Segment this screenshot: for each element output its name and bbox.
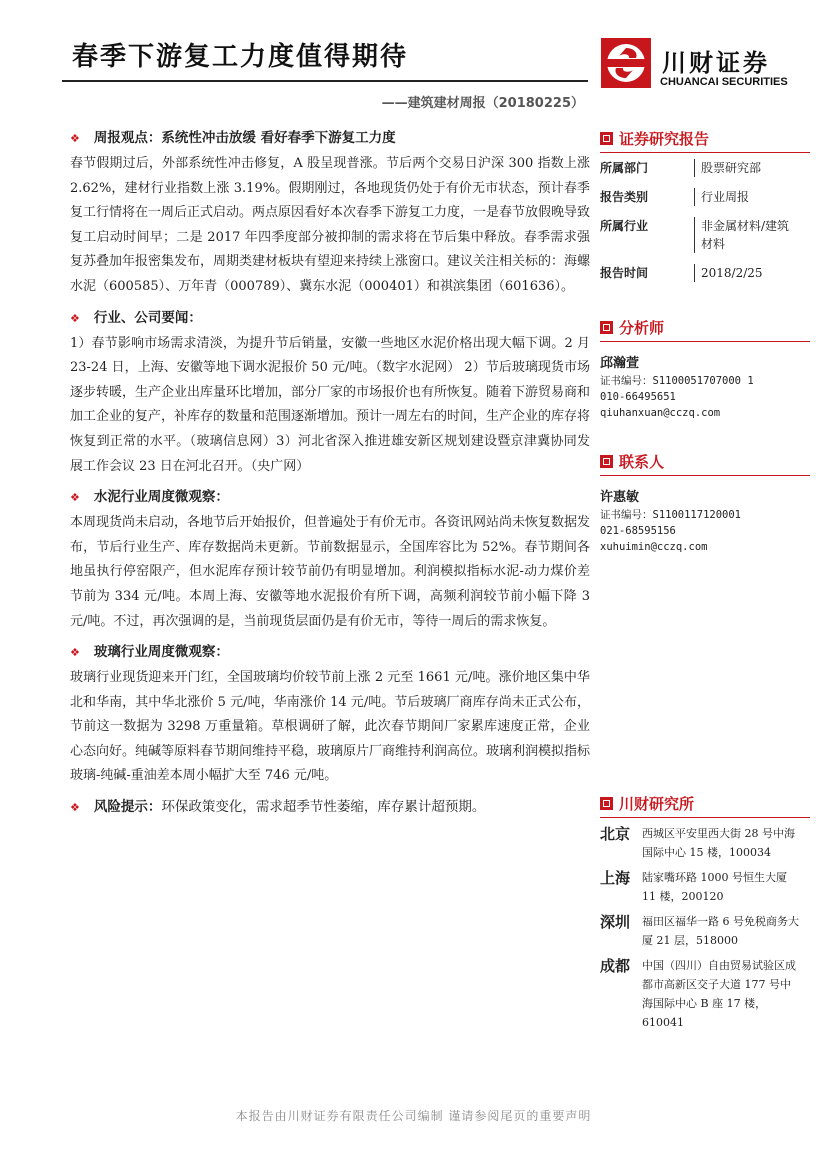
sidebar-divider	[600, 341, 810, 342]
diamond-bullet-icon: ❖	[70, 491, 80, 505]
section-paragraph: 本周现货尚未启动，各地节后开始报价，但普遍处于有价无市。各资讯网站尚未恢复数据发布，节后行业生产、库存数据尚未更新。节前数据显示，全国库容比为 52%。春节期间各地虽执行停窑限产，但水泥库存预计较节前仍有明显增加。利润模拟指标水泥-动力煤价差节前为 334 元/吨。本周上海、安徽等地水泥报价有所下调，高频利润较节前小幅下降 3 元/吨。不过，再次强调的是，当前现货层面仍是有价无市，等待一周后的需求恢复。	[70, 515, 591, 629]
analyst-cert: 证书编号：S1100051707000 1	[600, 375, 754, 387]
page-subtitle: ——建筑建材周报（20180225）	[381, 96, 584, 111]
section-heading: ❖ 水泥行业周度微观察：	[70, 489, 229, 506]
red-square-icon	[600, 455, 613, 468]
analyst-email[interactable]: qiuhanxuan@cczq.com	[600, 407, 721, 419]
sidebar	[600, 126, 800, 1038]
contact-name: 许惠敏	[600, 490, 640, 505]
contact-phone: 021-68595156	[600, 525, 676, 537]
section-paragraph: 玻璃行业现货迎来开门红，全国玻璃均价较节前上涨 2 元至 1661 元/吨。涨价地区集中华北和华南，其中华北涨价 5 元/吨，华南涨价 14 元/吨。节后玻璃厂商库存尚未正式公布，节前这一数据为 3298 万重量箱。草根调研了解，此次春节期间厂家累库速度正常，企业心态向好。纯碱等原料春节期间维持平稳，玻璃原片厂商维持利润高位。玻璃利润模拟指标玻璃-纯碱-重油差本周小幅扩大至 746 元/吨。	[70, 670, 591, 784]
sidebar-divider	[600, 152, 810, 153]
contact-email[interactable]: xuhuimin@cczq.com	[600, 541, 708, 553]
sidebar-divider	[600, 817, 810, 818]
title-rule	[62, 80, 588, 82]
sidebar-heading-contact: 联系人	[600, 449, 800, 473]
logo-text-en: CHUANCAI SECURITIES	[660, 76, 788, 88]
risk-heading: ❖ 风险提示：环保政策变化，需求超季节性萎缩，库存累计超预期。	[70, 799, 486, 816]
red-square-icon	[600, 321, 613, 334]
section-heading: ❖ 周报观点：系统性冲击放缓 看好春季下游复工力度	[70, 130, 396, 146]
diamond-bullet-icon: ❖	[70, 311, 80, 325]
section-paragraph: 1）春节影响市场需求清淡，为提升节后销量，安徽一些地区水泥价格出现大幅下调。2 月 23-24 日，上海、安徽等地下调水泥报价 50 元/吨。（数字水泥网） 2）节后玻璃现货市场逐步转暖，生产企业出库量环比增加，部分厂家的市场报价也有所恢复。随着下游贸易商和加工企业的复产，补库存的数量和范围逐渐增加。预计一周左右的时间，生产企业的库存将恢复到正常的水平。（玻璃信息网）3）河北省深入推进雄安新区规划建设暨京津冀协同发展工作会议 23 日在河北召开。（央广网）	[70, 335, 591, 474]
office-shanghai: 上海 陆家嘴环路 1000 号恒生大厦 11 楼，200120	[600, 869, 787, 903]
sidebar-heading-institute: 川财研究所	[600, 791, 800, 815]
page-title: 春季下游复工力度值得期待	[72, 42, 409, 72]
diamond-bullet-icon: ❖	[70, 132, 80, 145]
sidebar-divider	[600, 475, 810, 476]
logo-text-cn: 川财证券	[662, 49, 770, 77]
footer-disclaimer: 本报告由川财证券有限责任公司编制 谨请参阅尾页的重要声明	[235, 1109, 592, 1123]
red-square-icon	[600, 797, 613, 810]
meta-row-category: 报告类别 行业周报	[600, 188, 800, 206]
office-shenzhen: 深圳 福田区福华一路 6 号免税商务大厦 21 层，518000	[600, 913, 799, 947]
section-heading: ❖ 行业、公司要闻：	[70, 309, 202, 326]
diamond-bullet-icon: ❖	[70, 801, 80, 815]
analyst-name: 邱瀚萱	[600, 356, 640, 371]
office-chengdu: 成都 中国（四川）自由贸易试验区成都市高新区交子大道 177 号中海国际中心 B 座 17 楼，610041	[600, 957, 796, 1029]
logo-icon	[601, 38, 651, 88]
office-beijing: 北京 西城区平安里西大街 28 号中海国际中心 15 楼，100034	[600, 825, 795, 859]
diamond-bullet-icon: ❖	[70, 646, 80, 660]
meta-row-department: 所属部门 股票研究部	[600, 159, 800, 177]
main-content	[70, 126, 590, 819]
analyst-phone: 010-66495651	[600, 391, 676, 403]
contact-cert: 证书编号：S1100117120001	[600, 509, 742, 521]
meta-row-date: 报告时间 2018/2/25	[600, 264, 800, 282]
red-square-icon	[600, 132, 613, 145]
sidebar-heading-report: 证券研究报告	[600, 126, 800, 150]
section-paragraph: 春节假期过后，外部系统性冲击修复，A 股呈现普涨。节后两个交易日沪深 300 指数上涨 2.62%，建材行业指数上涨 3.19%。假期刚过，各地现货仍处于有价无市状态，预计春季复工行情将在一周后正式启动。两点原因看好本次春季下游复工力度，一是春节放假晚导致复工启动时间早；二是 2017 年四季度部分被抑制的需求将在节后集中释放。春季需求强复苏叠加年报密集发布，周期类建材板块有望迎来持续上涨窗口。建议关注相关标的：海螺水泥（600585）、万年青（000789）、冀东水泥（000401）和祺滨集团（601636）。	[70, 156, 591, 294]
risk-text: 环保政策变化，需求超季节性萎缩，库存累计超预期。	[161, 799, 486, 816]
sidebar-heading-analyst: 分析师	[600, 315, 800, 339]
section-heading: ❖ 玻璃行业周度微观察：	[70, 644, 229, 661]
meta-row-industry: 所属行业 非金属材料/建筑材料	[600, 217, 800, 253]
